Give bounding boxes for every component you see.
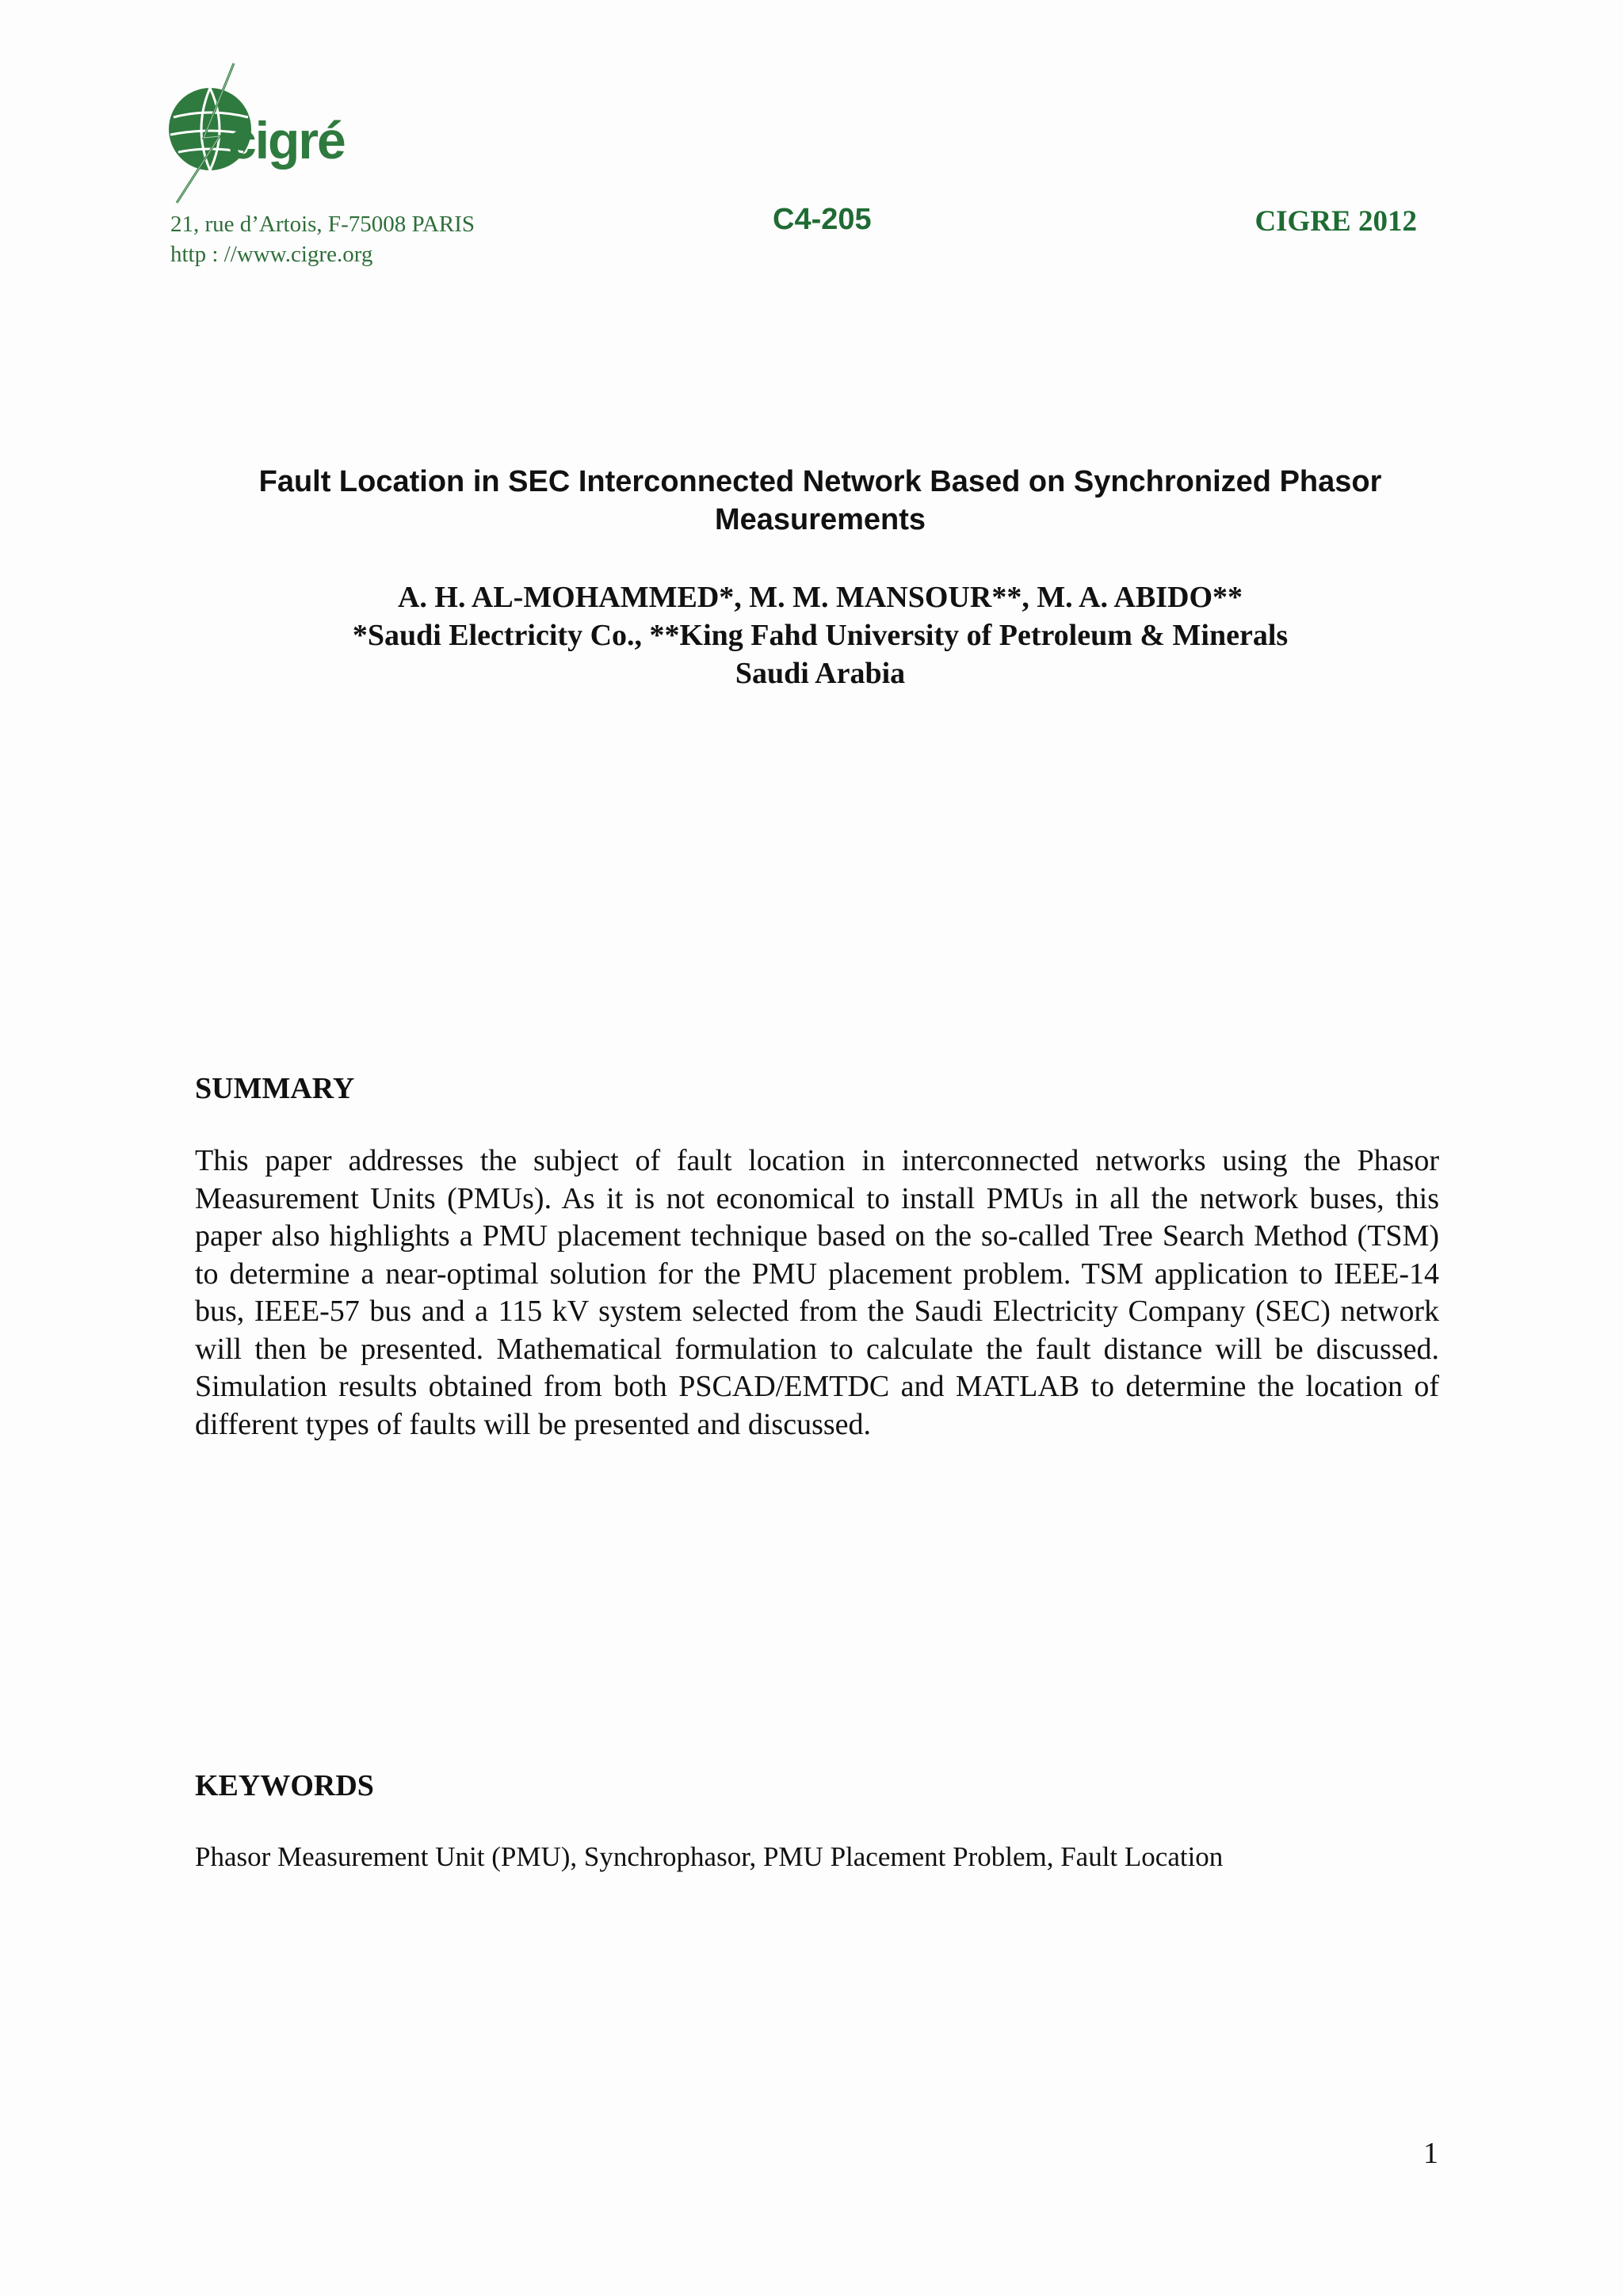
website-url: http : //www.cigre.org bbox=[170, 242, 373, 267]
address-line: 21, rue d’Artois, F-75008 PARIS bbox=[170, 212, 475, 237]
address-block bbox=[170, 209, 475, 269]
author-country: Saudi Arabia bbox=[735, 657, 906, 690]
author-names: A. H. AL-MOHAMMED*, M. M. MANSOUR**, M. A. ABIDO** bbox=[397, 581, 1243, 614]
summary-paragraph: This paper addresses the subject of fault location in interconnected networks using the Phasor Measurement Units (PMUs). As it is not economical to install PMUs in all the network buses, this paper also highlights a PMU placement technique based on the so-called Tree Search Method (TSM) to determine a near-optimal solution for the PMU placement problem. TSM application to IEEE-14 bus, IEEE-57 bus and a 115 kV system selected from the Saudi Electricity Company (SEC) network will then be presented. Mathematical formulation to calculate the fault distance will be discussed. Simulation results obtained from both PSCAD/EMTDC and MATLAB to determine the location of different types of faults will be presented and discussed. bbox=[195, 1144, 1439, 1441]
conference-name: CIGRE 2012 bbox=[1254, 205, 1417, 238]
paper-code: C4-205 bbox=[773, 203, 872, 236]
logo-lettering: cigré bbox=[227, 111, 345, 170]
keywords-list: Phasor Measurement Unit (PMU), Synchrophasor, PMU Placement Problem, Fault Location bbox=[195, 1841, 1224, 1872]
cigre-logo bbox=[155, 62, 345, 204]
paper-title: Fault Location in SEC Interconnected Network Based on Synchronized Phasor Measurements bbox=[258, 465, 1382, 536]
authors-block bbox=[182, 578, 1458, 692]
author-affiliations: *Saudi Electricity Co., **King Fahd University of Petroleum & Minerals bbox=[352, 619, 1289, 652]
keywords-heading: KEYWORDS bbox=[195, 1769, 374, 1802]
summary-heading: SUMMARY bbox=[195, 1072, 355, 1105]
page-number: 1 bbox=[1423, 2137, 1438, 2170]
